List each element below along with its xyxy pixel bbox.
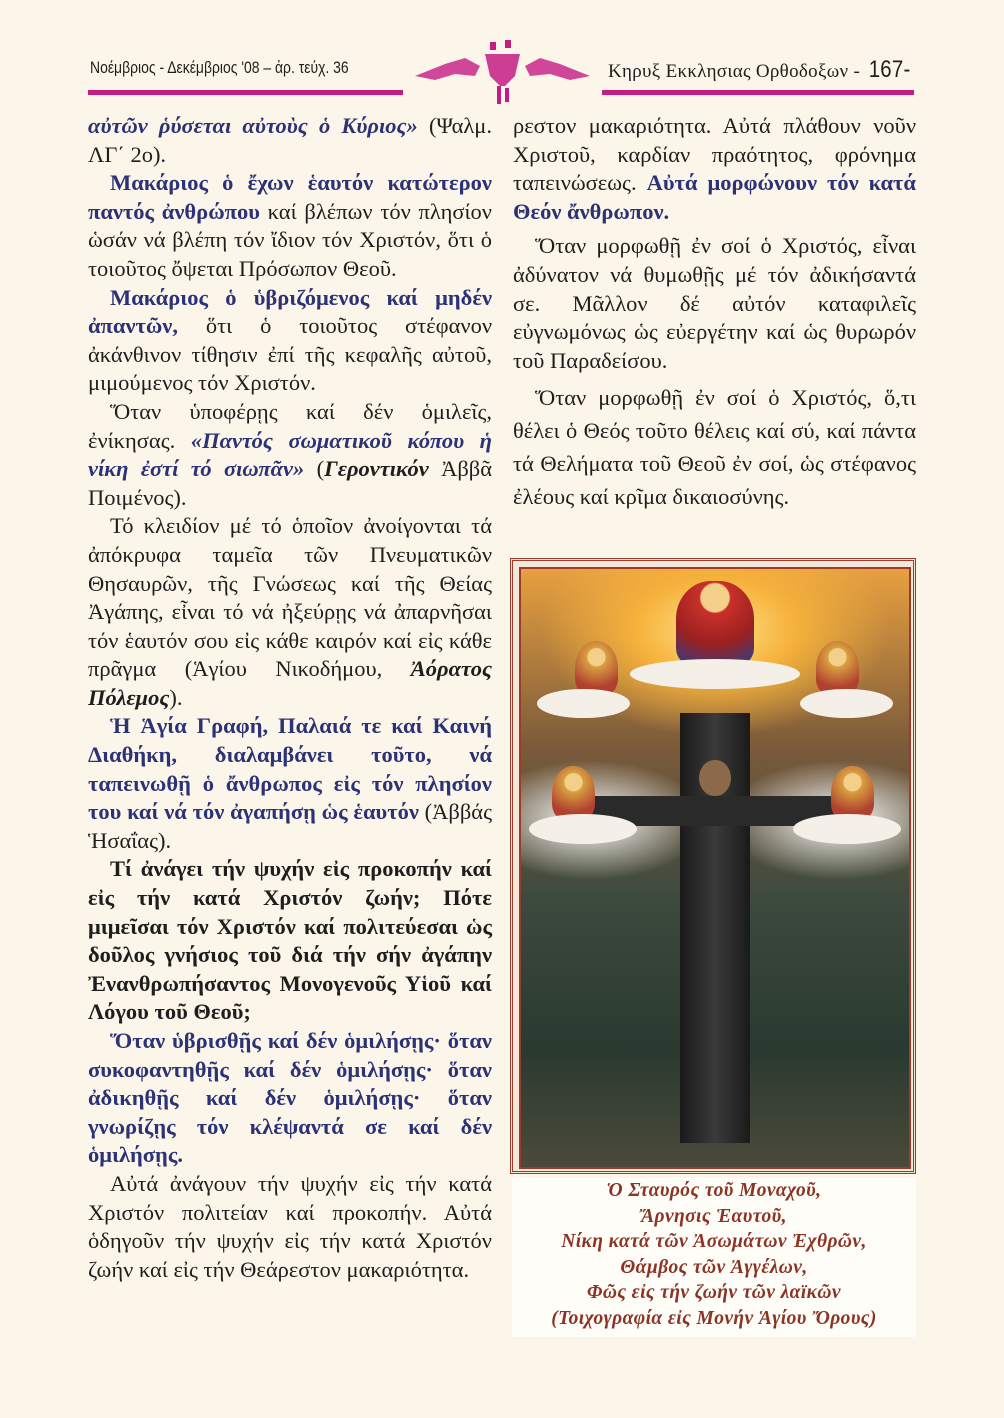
paragraph [88, 112, 492, 169]
paragraph [88, 1027, 492, 1170]
paragraph [513, 232, 916, 375]
body-text: (Ἀββάς Ἡσαΐας). [88, 799, 492, 853]
body-text: Ἀββᾶ Ποιμένος). [88, 456, 493, 510]
paragraph [88, 855, 492, 1027]
paragraph [88, 284, 492, 398]
figure-caption [512, 1178, 916, 1337]
emphasized-text: Τί ἀνάγει τήν ψυχήν εἰς προκοπήν καί εἰς τήν κατά Χριστόν ζωήν; Πότε μιμεῖσαι τόν Χριστόν καί πολιτεύεσαι ὡς δοῦλος γνήσιος τοῦ διά τήν σήν ἀγάπην Ἐνανθρωπήσαντος Μονογενοῦς Υἱοῦ καί Λόγου τοῦ Θεοῦ; [88, 856, 492, 1025]
paragraph [88, 712, 492, 855]
body-text: ( [304, 456, 325, 482]
paragraph [88, 1170, 492, 1284]
caption-line: (Τοιχογραφία εἰς Μονήν Ἁγίου Ὄρους) [551, 1307, 877, 1329]
monk-face [699, 760, 730, 796]
body-text: Ὅταν μορφωθῇ ἐν σοί ὁ Χριστός, εἶναι ἀδύνατον νά θυμωθῇς μέ τόν ἀδικήσαντά σε. Μᾶλλον δέ αὐτόν καταφιλεῖς εὐγνωμόνως ὡς εὐεργέτην καί ὡς θυρωρόν τοῦ Παραδείσου. [513, 233, 916, 373]
emphasized-text: Ὅταν ὑβρισθῇς καί δέν ὁμιλήσῃς· ὅταν συκοφαντηθῇς καί δέν ὁμιλήσῃς· ὅταν ἀδικηθῇς καί δέν ὁμιλήσῃς· ὅταν γνωρίζῃς τόν κλέψαντά σε καί δέν ὁμιλήσῃς. [88, 1028, 492, 1168]
paragraph [88, 169, 492, 283]
emphasized-text: Μακάριος ὁ ὑβριζόμενος καί μηδέν ἀπαντῶν, [88, 284, 492, 339]
angel-figure [575, 641, 618, 695]
paragraph [513, 112, 916, 226]
cloud [529, 814, 638, 844]
cloud [537, 689, 630, 719]
emphasized-text: Μακάριος ὁ ἔχων ἑαυτόν κατώτερον παντός ἀνθρώπου [88, 170, 492, 224]
painting-image [519, 567, 911, 1169]
body-text: Ὅταν ὑποφέρῃς καί δέν ὁμιλεῖς, ἐνίκησας. [88, 398, 492, 453]
magazine-title [608, 56, 914, 84]
caption-line: Ἄρνησις Ἑαυτοῦ, [641, 1205, 787, 1227]
header-rule-left [88, 90, 403, 95]
cloud [793, 814, 902, 844]
emphasized-text: Ἡ Ἁγία Γραφή, Παλαιά τε καί Καινή Διαθήκη, διαλαμβάνει τοῦτο, νά ταπεινωθῇ ὁ ἄνθρωπος εἰς τόν πλησίον του καί νά τόν ἀγαπήσῃ ὡς ἑαυτόν [88, 713, 492, 825]
emphasized-text: Γεροντικόν [324, 456, 429, 482]
cloud [630, 659, 801, 689]
icon-painting [510, 558, 916, 1174]
paragraph [88, 512, 492, 712]
emphasized-text: «Παντός σωματικοῦ κόπου ἡ νίκη ἐστί τό σιωπᾶν» [88, 427, 493, 482]
magazine-name: Κηρυξ Εκκλησιας Ορθοδοξων - [608, 61, 861, 82]
caption-line: Θάμβος τῶν Ἀγγέλων, [620, 1256, 808, 1278]
caption-line: Φῶς εἰς τήν ζωήν τῶν λαϊκῶν [587, 1282, 841, 1303]
issue-info: Νοέμβριος - Δεκέμβριος '08 – ἀρ. τεύχ. 36 [90, 58, 349, 77]
right-column [513, 112, 916, 513]
paragraph [88, 398, 492, 512]
angel-figure [831, 766, 874, 820]
header-rule-right [602, 90, 914, 95]
cloud [800, 689, 893, 719]
emphasized-text: Αὐτά μορφώνουν τόν κατά Θεόν ἄνθρωπον. [513, 170, 916, 224]
body-text: Τό κλειδίον μέ τό ὁποῖον ἀνοίγονται τά ἀπόκρυφα ταμεῖα τῶν Πνευματικῶν Θησαυρῶν, τῆς Γνώσεως καί τῆς Θείας Ἀγάπης, εἶναι τό νά ἠξεύρῃς νά ἀπαρνῆσαι τόν ἑαυτόν σου εἰς κάθε καιρόν καί εἰς κάθε πρᾶγμα (Ἁγίου Νικοδήμου, [88, 513, 492, 682]
paragraph [513, 381, 916, 513]
body-text: ὅτι ὁ τοιοῦτος στέφανον ἀκάνθινον τίθησιν ἐπί τῆς κεφαλῆς αὐτοῦ, μιμούμενος τόν Χριστόν. [88, 313, 492, 396]
emphasized-text: αὐτῶν ῥύσεται αὐτοὺς ὁ Κύριος» [88, 113, 418, 138]
left-column [88, 112, 492, 1284]
caption-line: Νίκη κατά τῶν Ἀσωμάτων Ἐχθρῶν, [561, 1231, 867, 1252]
body-text: Ὅταν μορφωθῇ ἐν σοί ὁ Χριστός, ὅ,τι θέλει ὁ Θεός τοῦτο θέλεις καί σύ, καί πάντα τά Θελήματα τοῦ Θεοῦ ἐν σοί, ὡς στέφανος ἐλέους καί κρῖμα δικαιοσύνης. [513, 385, 916, 510]
body-text: (Ψαλμ. ΛΓ΄ 2ο). [88, 113, 492, 167]
christ-figure [676, 581, 754, 665]
page-number: 167- [868, 56, 911, 83]
body-text: καί βλέπων τόν πλησίον ὡσάν νά βλέπη τόν ἴδιον τόν Χριστόν, ὅτι ὁ τοιοῦτος ὄψεται Πρόσωπον Θεοῦ. [88, 198, 492, 281]
emphasized-text: Ἀόρατος Πόλεμος [88, 656, 492, 710]
body-text: ρεστον μακαριότητα. Αὐτά πλάθουν νοῦν Χριστοῦ, καρδίαν πραότητος, φρόνημα ταπεινώσεως. [513, 113, 916, 196]
angel-figure [816, 641, 859, 695]
body-text: Αὐτά ἀνάγουν τήν ψυχήν εἰς τήν κατά Χριστόν πολιτείαν καί προκοπήν. Αὐτά ὁδηγοῦν τήν ψυχήν εἰς τήν κατά Χριστόν ζωήν καί εἰς τήν Θεάρεστον μακαριότητα. [88, 1170, 492, 1282]
caption-line: Ὁ Σταυρός τοῦ Μοναχοῦ, [606, 1180, 822, 1201]
body-text: ). [169, 684, 183, 710]
angel-figure [552, 766, 595, 820]
eagle-emblem-icon [405, 36, 600, 106]
